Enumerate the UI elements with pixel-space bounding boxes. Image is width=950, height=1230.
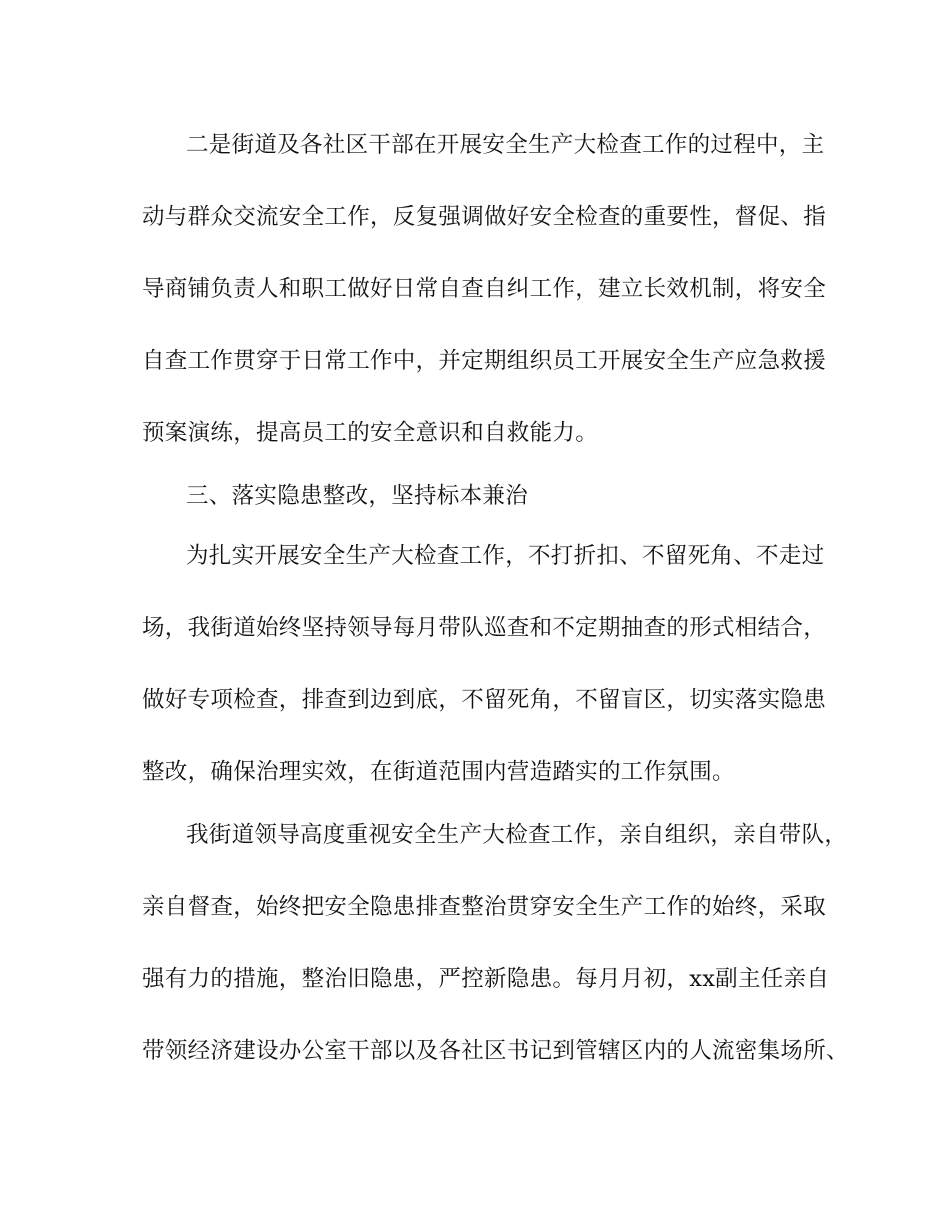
paragraph-line: 动与群众交流安全工作，反复强调做好安全检查的重要性，督促、指 xyxy=(142,204,827,230)
paragraph-line: 做好专项检查，排查到边到底，不留死角，不留盲区，切实落实隐患 xyxy=(142,687,827,713)
paragraph-line: 预案演练，提高员工的安全意识和自救能力。 xyxy=(142,420,599,446)
paragraph-line: 自查工作贯穿于日常工作中，并定期组织员工开展安全生产应急救援 xyxy=(142,348,827,374)
paragraph-line: 带领经济建设办公室干部以及各社区书记到管辖区内的人流密集场所、 xyxy=(142,1038,849,1064)
paragraph-line: 亲自督查，始终把安全隐患排查整治贯穿安全生产工作的始终，采取 xyxy=(142,894,827,920)
paragraph-line: 强有力的措施，整治旧隐患，严控新隐患。每月月初，xx副主任亲自 xyxy=(142,966,830,992)
paragraph-line: 二是街道及各社区干部在开展安全生产大检查工作的过程中，主 xyxy=(186,132,825,158)
paragraph-line: 整改，确保治理实效，在街道范围内营造踏实的工作氛围。 xyxy=(142,759,735,785)
paragraph-line: 导商铺负责人和职工做好日常自查自纠工作，建立长效机制，将安全 xyxy=(142,276,827,302)
section-heading: 三、落实隐患整改，坚持标本兼治 xyxy=(186,483,529,509)
paragraph-line: 场，我街道始终坚持领导每月带队巡查和不定期抽查的形式相结合， xyxy=(142,615,827,641)
paragraph-line: 为扎实开展安全生产大检查工作，不打折扣、不留死角、不走过 xyxy=(186,543,825,569)
paragraph-line: 我街道领导高度重视安全生产大检查工作，亲自组织，亲自带队， xyxy=(186,822,848,848)
